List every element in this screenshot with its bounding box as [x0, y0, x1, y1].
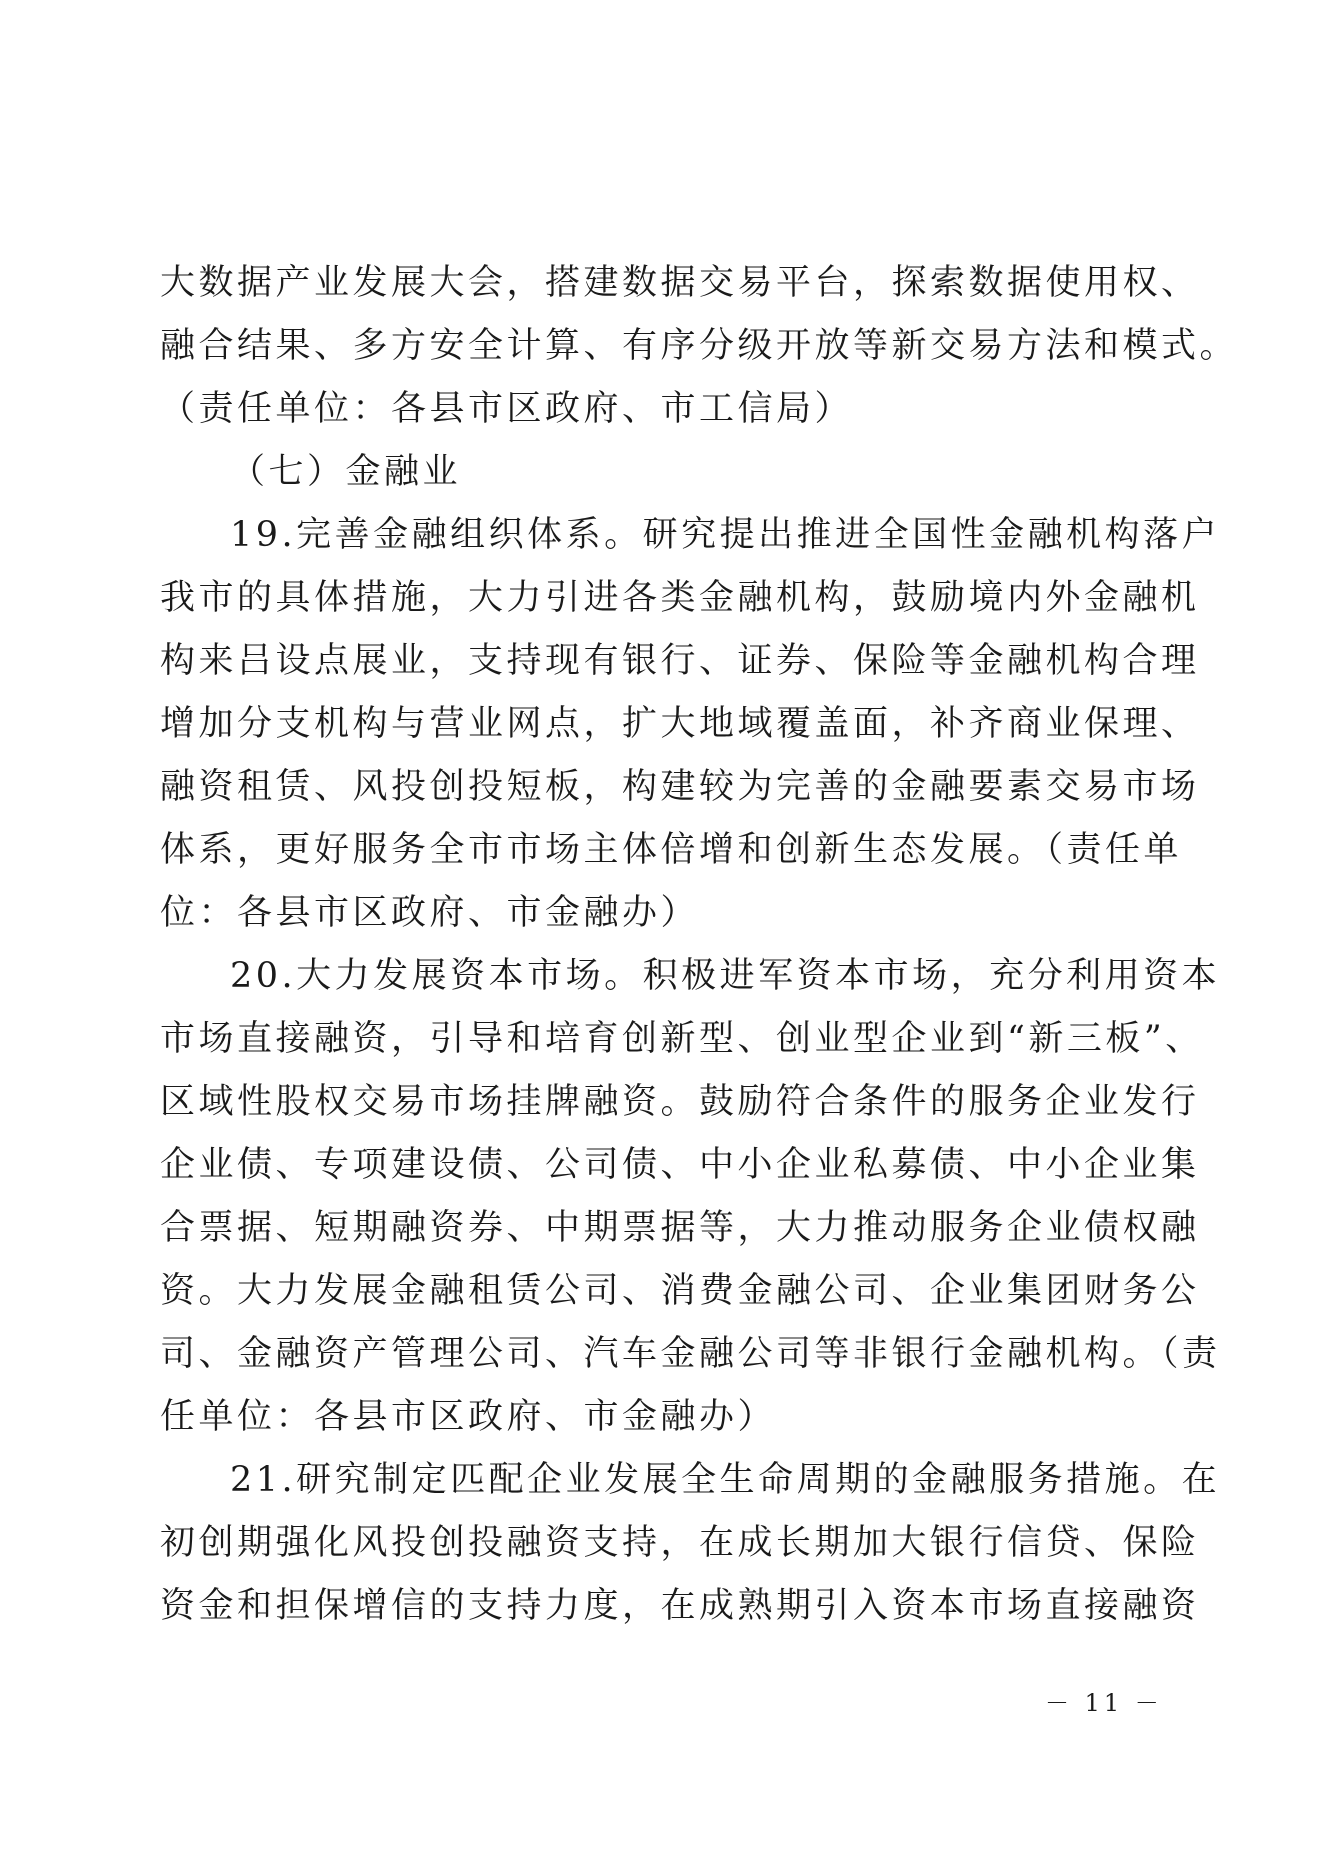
body-text: [160, 252, 1239, 1638]
text-line: 任单位：各县市区政府、市金融办）: [160, 1397, 777, 1437]
text-line: 增加分支机构与营业网点，扩大地域覆盖面，补齐商业保理、: [160, 704, 1200, 744]
text-line: 融合结果、多方安全计算、有序分级开放等新交易方法和模式。: [160, 326, 1239, 366]
text-line: 融资租赁、风投创投短板，构建较为完善的金融要素交易市场: [160, 767, 1200, 807]
text-line: 构来吕设点展业，支持现有银行、证券、保险等金融机构合理: [160, 641, 1200, 681]
text-line: 大数据产业发展大会，搭建数据交易平台，探索数据使用权、: [160, 263, 1200, 303]
section-heading: （七）金融业: [230, 452, 462, 492]
paragraph-19-start: 19.完善金融组织体系。研究提出推进全国性金融机构落户: [230, 515, 1221, 555]
text-line: 资金和担保增信的支持力度，在成熟期引入资本市场直接融资: [160, 1586, 1200, 1626]
text-line: 体系，更好服务全市市场主体倍增和创新生态发展。（责任单: [160, 830, 1183, 870]
text-line: 企业债、专项建设债、公司债、中小企业私募债、中小企业集: [160, 1145, 1200, 1185]
text-line: 资。大力发展金融租赁公司、消费金融公司、企业集团财务公: [160, 1271, 1200, 1311]
text-line: 司、金融资产管理公司、汽车金融公司等非银行金融机构。（责: [160, 1334, 1221, 1374]
text-line: 位：各县市区政府、市金融办）: [160, 893, 700, 933]
page-number: － 11 －: [1045, 1689, 1163, 1717]
paragraph-20-start: 20.大力发展资本市场。积极进军资本市场，充分利用资本: [230, 956, 1221, 996]
text-line: 初创期强化风投创投融资支持，在成长期加大银行信贷、保险: [160, 1523, 1200, 1563]
text-line: （责任单位：各县市区政府、市工信局）: [160, 389, 854, 429]
paragraph-21-start: 21.研究制定匹配企业发展全生命周期的金融服务措施。在: [230, 1460, 1221, 1500]
text-line: 区域性股权交易市场挂牌融资。鼓励符合条件的服务企业发行: [160, 1082, 1200, 1122]
text-line: 合票据、短期融资券、中期票据等，大力推动服务企业债权融: [160, 1208, 1200, 1248]
text-line: 市场直接融资，引导和培育创新型、创业型企业到“新三板”、: [160, 1019, 1204, 1059]
text-line: 我市的具体措施，大力引进各类金融机构，鼓励境内外金融机: [160, 578, 1200, 618]
